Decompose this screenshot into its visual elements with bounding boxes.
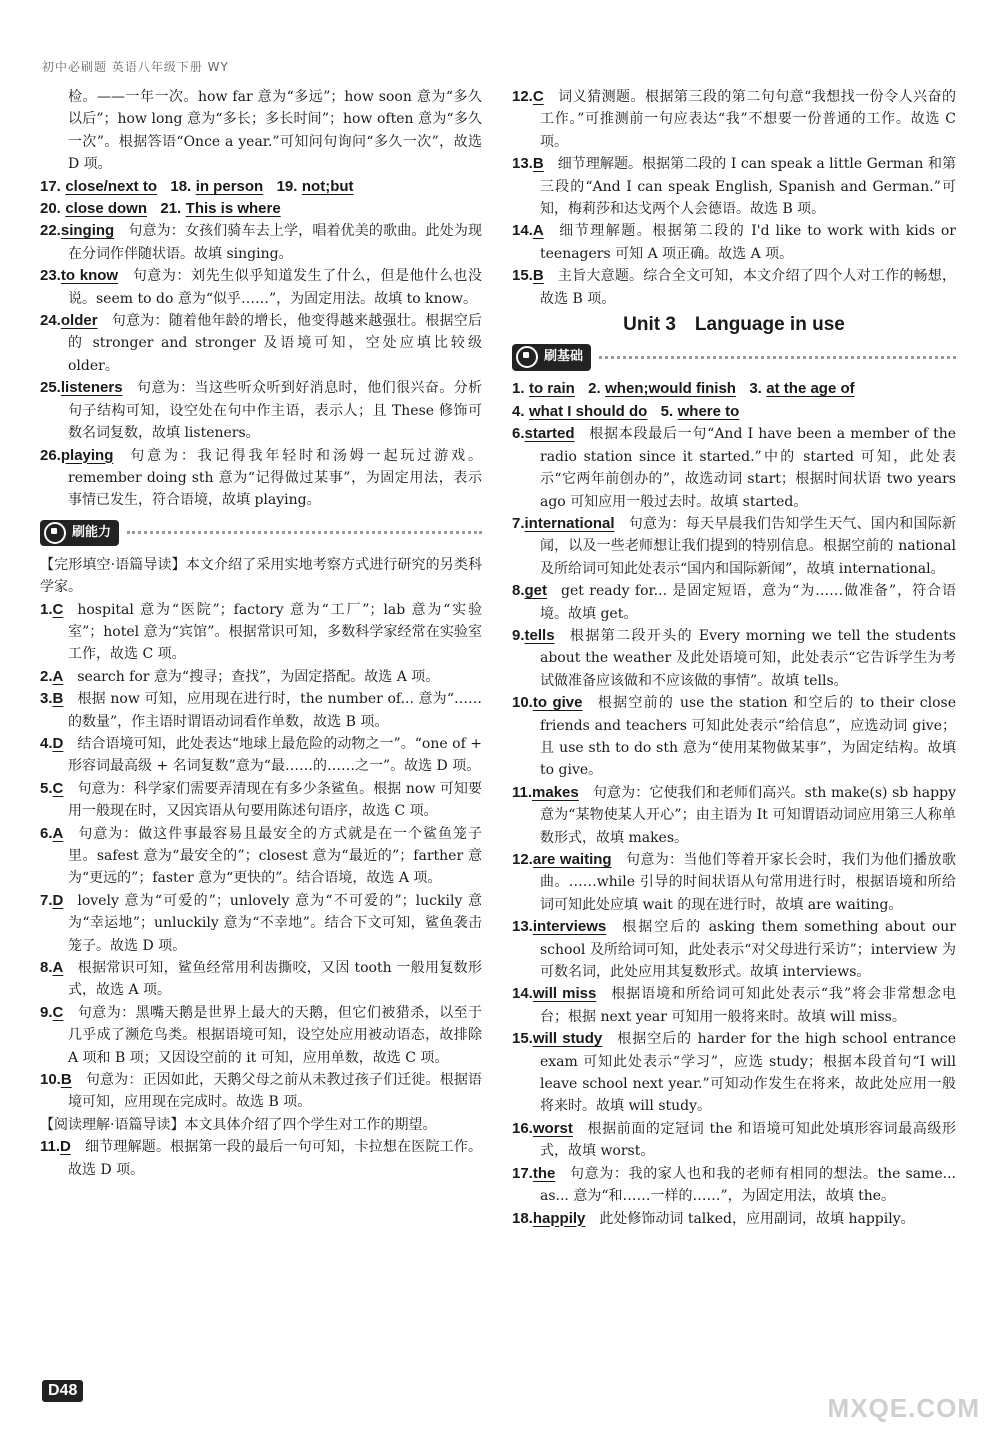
answer-item bbox=[40, 599, 482, 666]
answer-item bbox=[512, 849, 956, 916]
item-number: 26. bbox=[40, 446, 61, 464]
item-answer: B bbox=[532, 155, 544, 173]
item-explanation: get ready for... 是固定短语，意为“为……做准备”，符合语境。故填 get。 bbox=[540, 583, 956, 622]
item-answer: will miss bbox=[532, 985, 597, 1003]
item-explanation: 句意为：黑嘴天鹅是世界上最大的天鹅，但它们被猎杀，以至于几乎成了濒危鸟类。根据语境可知，设空处应用被动语态，故排除 A 项和 B 项；又因设空前的 it 可知，应用单数，故选 C 项。 bbox=[68, 1004, 482, 1066]
item-explanation: 句意为：当他们等着开家长会时，我们为他们播放歌曲。……while 引导的时间状语从句常用进行时，根据语境和所给词可知此处应填 wait 的现在进行时，故填 are waiting。 bbox=[540, 852, 957, 913]
item-number: 17. bbox=[512, 1164, 533, 1182]
item-answer: the bbox=[532, 1164, 556, 1182]
item-number: 4. bbox=[40, 734, 53, 752]
item-answer: singing bbox=[60, 222, 115, 240]
item-explanation: 主旨大意题。综合全文可知，本文介绍了四个人对工作的畅想，故选 B 项。 bbox=[540, 268, 956, 307]
item-answer: makes bbox=[532, 783, 579, 801]
answer-item bbox=[512, 1118, 956, 1163]
answer-item bbox=[40, 666, 482, 688]
answer-item bbox=[40, 1069, 482, 1114]
answer-item bbox=[40, 265, 482, 310]
unit-title: Unit 3 Language in use bbox=[623, 314, 845, 336]
item-answer: to give bbox=[532, 694, 583, 712]
answer-item bbox=[512, 983, 956, 1028]
answer-item bbox=[40, 957, 482, 1002]
item-number: 14. bbox=[512, 985, 533, 1003]
answer-item bbox=[512, 916, 956, 983]
item-answer: get bbox=[524, 582, 548, 600]
answer-row-4: 4. what I should do 5. where to bbox=[512, 402, 740, 420]
item-number: 24. bbox=[40, 312, 61, 330]
item-answer: A bbox=[52, 824, 64, 842]
answer-item bbox=[512, 625, 956, 692]
item-answer: A bbox=[532, 222, 544, 240]
item-explanation: 细节理解题。根据第一段的最后一句可知，卡拉想在医院工作。故选 D 项。 bbox=[68, 1139, 482, 1178]
answer-list-12-15 bbox=[512, 86, 956, 310]
item-explanation: 句意为：女孩们骑车去上学，唱着优美的歌曲。此处为现在分词作伴随状语。故填 singing。 bbox=[68, 223, 482, 262]
item-answer: tells bbox=[524, 626, 555, 644]
item-answer: D bbox=[60, 1138, 71, 1156]
item-explanation: 句意为：刘先生似乎知道发生了什么，但是他什么也没说。seem to do 意为“似乎……”，为固定用法。故填 to know。 bbox=[68, 268, 482, 307]
answer-list-1-10 bbox=[40, 599, 482, 1114]
left-column bbox=[40, 86, 482, 1181]
answer-item bbox=[512, 1163, 956, 1208]
section-banner-ability bbox=[40, 518, 482, 548]
item-explanation: 词义猜测题。根据第三段的第二句句意“我想找一份令人兴奋的工作。”可推测前一句应表达“我”不想要一份普通的工作。故选 C 项。 bbox=[540, 89, 956, 150]
item-answer: started bbox=[524, 425, 575, 443]
item-number: 25. bbox=[40, 379, 61, 397]
item-number: 9. bbox=[512, 626, 525, 644]
page-number: D48 bbox=[42, 1380, 83, 1402]
item-explanation: 结合语境可知，此处表达“地球上最危险的动物之一”。“one of + 形容词最高级 + 名词复数”意为“最……的……之一”。故选 D 项。 bbox=[68, 735, 482, 775]
item-number: 7. bbox=[40, 891, 53, 909]
item-answer: D bbox=[52, 734, 64, 752]
item-explanation: 根据本段最后一句“And I have been a member of the radio station since it started.”中的 started 可知，此处表示“它两年前创办的”，故选动词 start；根据时间状语 two years ago 可知应用一般过去时。故填 started。 bbox=[540, 426, 956, 510]
item-answer: international bbox=[524, 514, 615, 532]
item-answer: will study bbox=[532, 1030, 603, 1048]
badge-basic: 刷基础 bbox=[512, 344, 591, 370]
cloze-guide: 【完形填空·语篇导读】本文介绍了采用实地考察方式进行研究的另类科学家。 bbox=[40, 556, 482, 596]
item-answer: happily bbox=[532, 1209, 586, 1227]
answer-item bbox=[40, 688, 482, 733]
item-answer: B bbox=[60, 1071, 72, 1089]
item-answer: B bbox=[532, 267, 544, 285]
item-number: 3. bbox=[40, 690, 53, 708]
answer-item bbox=[40, 823, 482, 890]
item-number: 6. bbox=[40, 824, 53, 842]
answer-item bbox=[512, 153, 956, 220]
item-number: 5. bbox=[40, 779, 53, 797]
item-answer: C bbox=[532, 88, 544, 105]
answer-list-11 bbox=[40, 1136, 482, 1181]
item-answer: C bbox=[52, 600, 64, 618]
item-number: 12. bbox=[512, 88, 533, 105]
item-number: 12. bbox=[512, 851, 533, 868]
item-explanation: 根据语境和所给词可知此处表示“我”将会非常想念电台；根据 next year 可知用一般将来时。故填 will miss。 bbox=[540, 986, 956, 1025]
item-answer: C bbox=[52, 779, 64, 797]
answer-item bbox=[512, 1208, 956, 1230]
item-explanation: 根据空前的 use the station 和空后的 to their close friends and teachers 可知此处表示“给信息”，应选动词 give；且 use sth to do sth 意为“使用某物做某事”，为固定结构。故填 to give。 bbox=[540, 695, 957, 779]
item-number: 10. bbox=[40, 1071, 61, 1089]
item-explanation: 句意为：正因如此，天鹅父母之前从未教过孩子们迁徙。根据语境可知，应用现在完成时。故选 B 项。 bbox=[68, 1072, 482, 1111]
answer-item bbox=[40, 445, 482, 512]
item-explanation: 细节理解题。根据第二段的 I'd like to work with kids or teenagers 可知 A 项正确。故选 A 项。 bbox=[540, 223, 956, 262]
item-explanation: lovely 意为“可爱的”；unlovely 意为“不可爱的”；luckily 意为“幸运地”；unluckily 意为“不幸地”。结合下文可知，鲨鱼袭击笼子。故选 D 项。 bbox=[68, 892, 482, 954]
item-explanation: 句意为：科学家们需要弄清现在有多少条鲨鱼。根据 now 可知要用一般现在时，又因宾语从句要用陈述句语序，故选 C 项。 bbox=[68, 780, 482, 820]
answer-item bbox=[512, 513, 956, 580]
answer-item bbox=[40, 778, 482, 823]
item-answer: B bbox=[52, 690, 64, 708]
item-number: 8. bbox=[512, 582, 525, 600]
item-explanation: 根据第二段开头的 Every morning we tell the students about the weather 及此处语境可知，此处表示“它告诉学生为考试做准备应该做和不应该做的事情”。故填 tells。 bbox=[540, 627, 956, 689]
item-answer: older bbox=[60, 312, 98, 330]
item-number: 15. bbox=[512, 1030, 533, 1048]
item-explanation: 句意为：随着他年龄的增长，他变得越来越强壮。根据空后的 stronger and stronger 及语境可知，空处应填比较级 older。 bbox=[68, 313, 482, 374]
answer-item bbox=[40, 733, 482, 778]
answer-item bbox=[40, 377, 482, 444]
item-answer: to know bbox=[60, 267, 119, 285]
answer-item bbox=[40, 220, 482, 265]
item-explanation: 句意为：我的家人也和我的老师有相同的想法。the same... as... 意为“和……一样的……”，为固定用法，故填 the。 bbox=[540, 1165, 956, 1205]
answer-item bbox=[40, 1136, 482, 1181]
item-explanation: 句意为：做这件事最容易且最安全的方式就是在一个鲨鱼笼子里。safest 意为“最安全的”；closest 意为“最近的”；farther 意为“更远的”；faster 意为“更快的”。结合语境，故选 A 项。 bbox=[68, 825, 482, 887]
item-explanation: search for 意为“搜寻；查找”，为固定搭配。故选 A 项。 bbox=[77, 668, 440, 685]
dotted-divider bbox=[599, 356, 956, 359]
answer-item bbox=[512, 86, 956, 153]
item-number: 6. bbox=[512, 425, 525, 443]
answer-item bbox=[512, 423, 956, 513]
reading-guide: 【阅读理解·语篇导读】本文具体介绍了四个学生对工作的期望。 bbox=[40, 1116, 437, 1133]
item-explanation: 句意为：每天早晨我们告知学生天气、国内和国际新闻，以及一些老师想让我们提到的特别信息。根据空前的 national 及所给词可知此处表示“国内和国际新闻”，故填 international。 bbox=[540, 515, 956, 577]
answer-item bbox=[512, 782, 956, 849]
item-number: 15. bbox=[512, 267, 533, 285]
answer-item bbox=[512, 265, 956, 310]
item-number: 1. bbox=[40, 600, 53, 618]
item-answer: C bbox=[52, 1003, 64, 1021]
badge-icon bbox=[44, 522, 66, 544]
item-explanation: hospital 意为“医院”；factory 意为“工厂”；lab 意为“实验室”；hotel 意为“宾馆”。根据常识可知，多数科学家经常在实验室工作，故选 C 项。 bbox=[68, 601, 482, 663]
item-number: 22. bbox=[40, 222, 61, 240]
section-banner-basic bbox=[512, 342, 956, 372]
item-explanation: 句意为：我记得我年轻时和汤姆一起玩过游戏。remember doing sth 意为“记得做过某事”，为固定用法，表示事情已发生，符合语境，故填 playing。 bbox=[68, 447, 482, 509]
item-explanation: 根据 now 可知，应用现在进行时，the number of... 意为“……的数量”，作主语时谓语动词看作单数，故选 B 项。 bbox=[68, 691, 482, 730]
right-column bbox=[512, 86, 956, 1230]
answer-item bbox=[512, 220, 956, 265]
item-number: 9. bbox=[40, 1003, 53, 1021]
answer-item bbox=[40, 1002, 482, 1069]
watermark: MXQE.COM bbox=[827, 1393, 980, 1423]
item-explanation: 句意为：它使我们和老师们高兴。sth make(s) sb happy 意为“某物使某人开心”；由主语为 It 可知谓语动词应用第三人称单数形式，故填 makes。 bbox=[540, 784, 956, 846]
answer-list-22-26 bbox=[40, 220, 482, 511]
item-number: 8. bbox=[40, 959, 53, 977]
item-answer: D bbox=[52, 891, 64, 909]
item-number: 7. bbox=[512, 514, 525, 532]
answer-item bbox=[40, 890, 482, 957]
item-answer: interviews bbox=[532, 918, 607, 936]
item-number: 2. bbox=[40, 667, 53, 685]
answer-item bbox=[512, 692, 956, 782]
item-explanation: 根据空后的 harder for the high school entrance exam 可知此处表示“学习”，应选 study；根据本段首句“I will leave school next year.”可知动作发生在将来，故此处应用一般将来时。故填 will study。 bbox=[540, 1031, 957, 1115]
item-explanation: 此处修饰动词 talked，应用副词，故填 happily。 bbox=[599, 1210, 915, 1227]
answer-list-6-18 bbox=[512, 423, 956, 1230]
answer-row-17: 17. close/next to 18. in person 19. not;but bbox=[40, 177, 354, 195]
item-number: 10. bbox=[512, 694, 533, 712]
answer-item bbox=[512, 1028, 956, 1118]
item-explanation: 根据空后的 asking them something about our school 及所给词可知，此处表示“对父母进行采访”；interview 为可数名词，此处应用其复数形式。故填 interviews。 bbox=[540, 919, 956, 981]
dotted-divider bbox=[127, 531, 482, 534]
answer-row-1: 1. to rain 2. when;would finish 3. at the age of bbox=[512, 380, 855, 398]
item-number: 16. bbox=[512, 1119, 533, 1137]
item-number: 13. bbox=[512, 155, 533, 173]
item-answer: playing bbox=[60, 446, 114, 464]
page-header: 初中必刷题 英语八年级下册 WY bbox=[42, 60, 229, 74]
item-answer: listeners bbox=[60, 379, 123, 397]
item-explanation: 根据常识可知，鲨鱼经常用利齿撕咬，又因 tooth 一般用复数形式，故选 A 项。 bbox=[68, 960, 482, 999]
item-number: 23. bbox=[40, 267, 61, 285]
item-explanation: 句意为：当这些听众听到好消息时，他们很兴奋。分析句子结构可知，设空处在句中作主语，表示人；且 These 修饰可数名词复数，故填 listeners。 bbox=[68, 380, 482, 442]
item-explanation: 细节理解题。根据第二段的 I can speak a little German 和第三段的“And I can speak English, Spanish and German.”可知，梅莉莎和达戈两个人会德语。故选 B 项。 bbox=[540, 156, 956, 218]
item-number: 11. bbox=[512, 783, 533, 801]
item-number: 11. bbox=[40, 1138, 61, 1156]
item-number: 18. bbox=[512, 1209, 533, 1227]
badge-ability: 刷能力 bbox=[40, 520, 119, 546]
badge-icon bbox=[516, 346, 538, 368]
item-answer: A bbox=[52, 667, 64, 685]
item-number: 14. bbox=[512, 222, 533, 240]
answer-row-20: 20. close down 21. This is where bbox=[40, 200, 281, 218]
item-answer: A bbox=[52, 959, 64, 977]
answer-item bbox=[40, 310, 482, 377]
answer-item bbox=[512, 580, 956, 625]
item-explanation: 根据前面的定冠词 the 和语境可知此处填形容词最高级形式，故填 worst。 bbox=[540, 1120, 956, 1160]
item-answer: worst bbox=[532, 1119, 573, 1137]
intro-text: 检。——一年一次。how far 意为“多远”；how soon 意为“多久以后”；how long 意为“多长；多长时间”；how often 意为“多久一次”。根据答语“Once a year.”可知问句询问“多久一次”，故选 D 项。 bbox=[68, 89, 482, 173]
item-number: 13. bbox=[512, 918, 533, 936]
item-answer: are waiting bbox=[532, 851, 612, 868]
